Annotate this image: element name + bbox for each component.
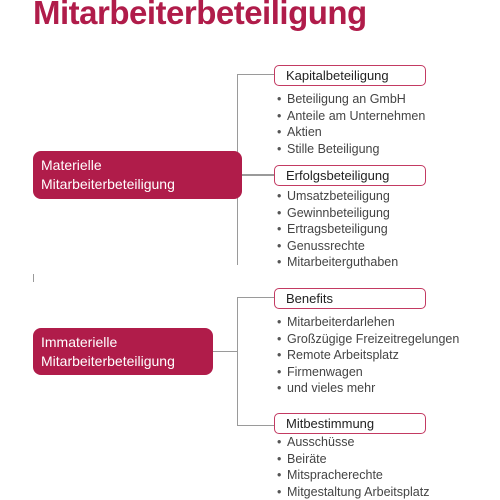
- list-item: • Mitarbeiterdarlehen: [277, 315, 395, 329]
- category-items-mitbestimmung: [277, 434, 429, 500]
- list-item: • Ertragsbeteiligung: [277, 222, 388, 237]
- connector-line: [237, 425, 274, 426]
- bullet-icon: •: [277, 141, 282, 156]
- bullet-icon: •: [277, 108, 282, 123]
- immaterielle-line-1: Immaterielle: [41, 334, 118, 350]
- immaterielle-mitarbeiterbeteiligung-box: [33, 328, 213, 375]
- list-item: • Remote Arbeitsplatz: [277, 348, 399, 363]
- connector-line: [213, 351, 237, 352]
- bullet-icon: •: [277, 125, 282, 140]
- connector-line: [237, 175, 274, 176]
- bullet-icon: •: [277, 189, 282, 203]
- list-item: • Beiräte: [277, 451, 327, 466]
- connector-line: [237, 297, 238, 426]
- list-item: • Aktien: [277, 125, 322, 140]
- list-item: • Stille Beteiligung: [277, 141, 380, 156]
- list-item: • Mitspracherechte: [277, 468, 383, 483]
- connector-line: [237, 74, 274, 75]
- category-items-benefits: [277, 314, 459, 397]
- list-item: • Genussrechte: [277, 238, 365, 253]
- category-box-erfolgsbeteiligung: Erfolgsbeteiligung: [274, 165, 426, 186]
- bullet-icon: •: [277, 468, 282, 483]
- list-item: • Beteiligung an GmbH: [277, 92, 406, 106]
- immaterielle-line-2: Mitarbeiterbeteiligung: [41, 353, 175, 369]
- materielle-line-2: Mitarbeiterbeteiligung: [41, 176, 175, 192]
- bullet-icon: •: [277, 255, 282, 270]
- category-box-kapitalbeteiligung: Kapitalbeteiligung: [274, 65, 426, 86]
- bullet-icon: •: [277, 381, 282, 396]
- connector-line: [237, 297, 274, 298]
- materielle-mitarbeiterbeteiligung-box: [33, 151, 242, 199]
- bullet-icon: •: [277, 451, 282, 466]
- bullet-icon: •: [277, 435, 282, 449]
- category-box-mitbestimmung: Mitbestimmung: [274, 413, 426, 434]
- divider-mark: [33, 274, 34, 282]
- list-item: • Firmenwagen: [277, 364, 363, 379]
- category-items-kapitalbeteiligung: [277, 91, 425, 157]
- list-item: • und vieles mehr: [277, 381, 376, 396]
- bullet-icon: •: [277, 348, 282, 363]
- bullet-icon: •: [277, 205, 282, 220]
- list-item: • Umsatzbeteiligung: [277, 189, 390, 203]
- bullet-icon: •: [277, 364, 282, 379]
- bullet-icon: •: [277, 238, 282, 253]
- list-item: • Mitarbeiterguthaben: [277, 255, 399, 270]
- connector-line: [242, 174, 274, 175]
- page-title: Mitarbeiterbeteiligung: [33, 0, 367, 31]
- list-item: • Gewinnbeteiligung: [277, 205, 390, 220]
- category-box-benefits: Benefits: [274, 288, 426, 309]
- bullet-icon: •: [277, 222, 282, 237]
- bullet-icon: •: [277, 315, 282, 329]
- category-items-erfolgsbeteiligung: [277, 188, 398, 271]
- bullet-icon: •: [277, 92, 282, 106]
- list-item: • Mitgestaltung Arbeitsplatz: [277, 484, 430, 499]
- list-item: • Großzügige Freizeitregelungen: [277, 331, 460, 346]
- bullet-icon: •: [277, 484, 282, 499]
- list-item: • Anteile am Unternehmen: [277, 108, 426, 123]
- bullet-icon: •: [277, 331, 282, 346]
- list-item: • Ausschüsse: [277, 435, 355, 449]
- materielle-line-1: Materielle: [41, 157, 102, 173]
